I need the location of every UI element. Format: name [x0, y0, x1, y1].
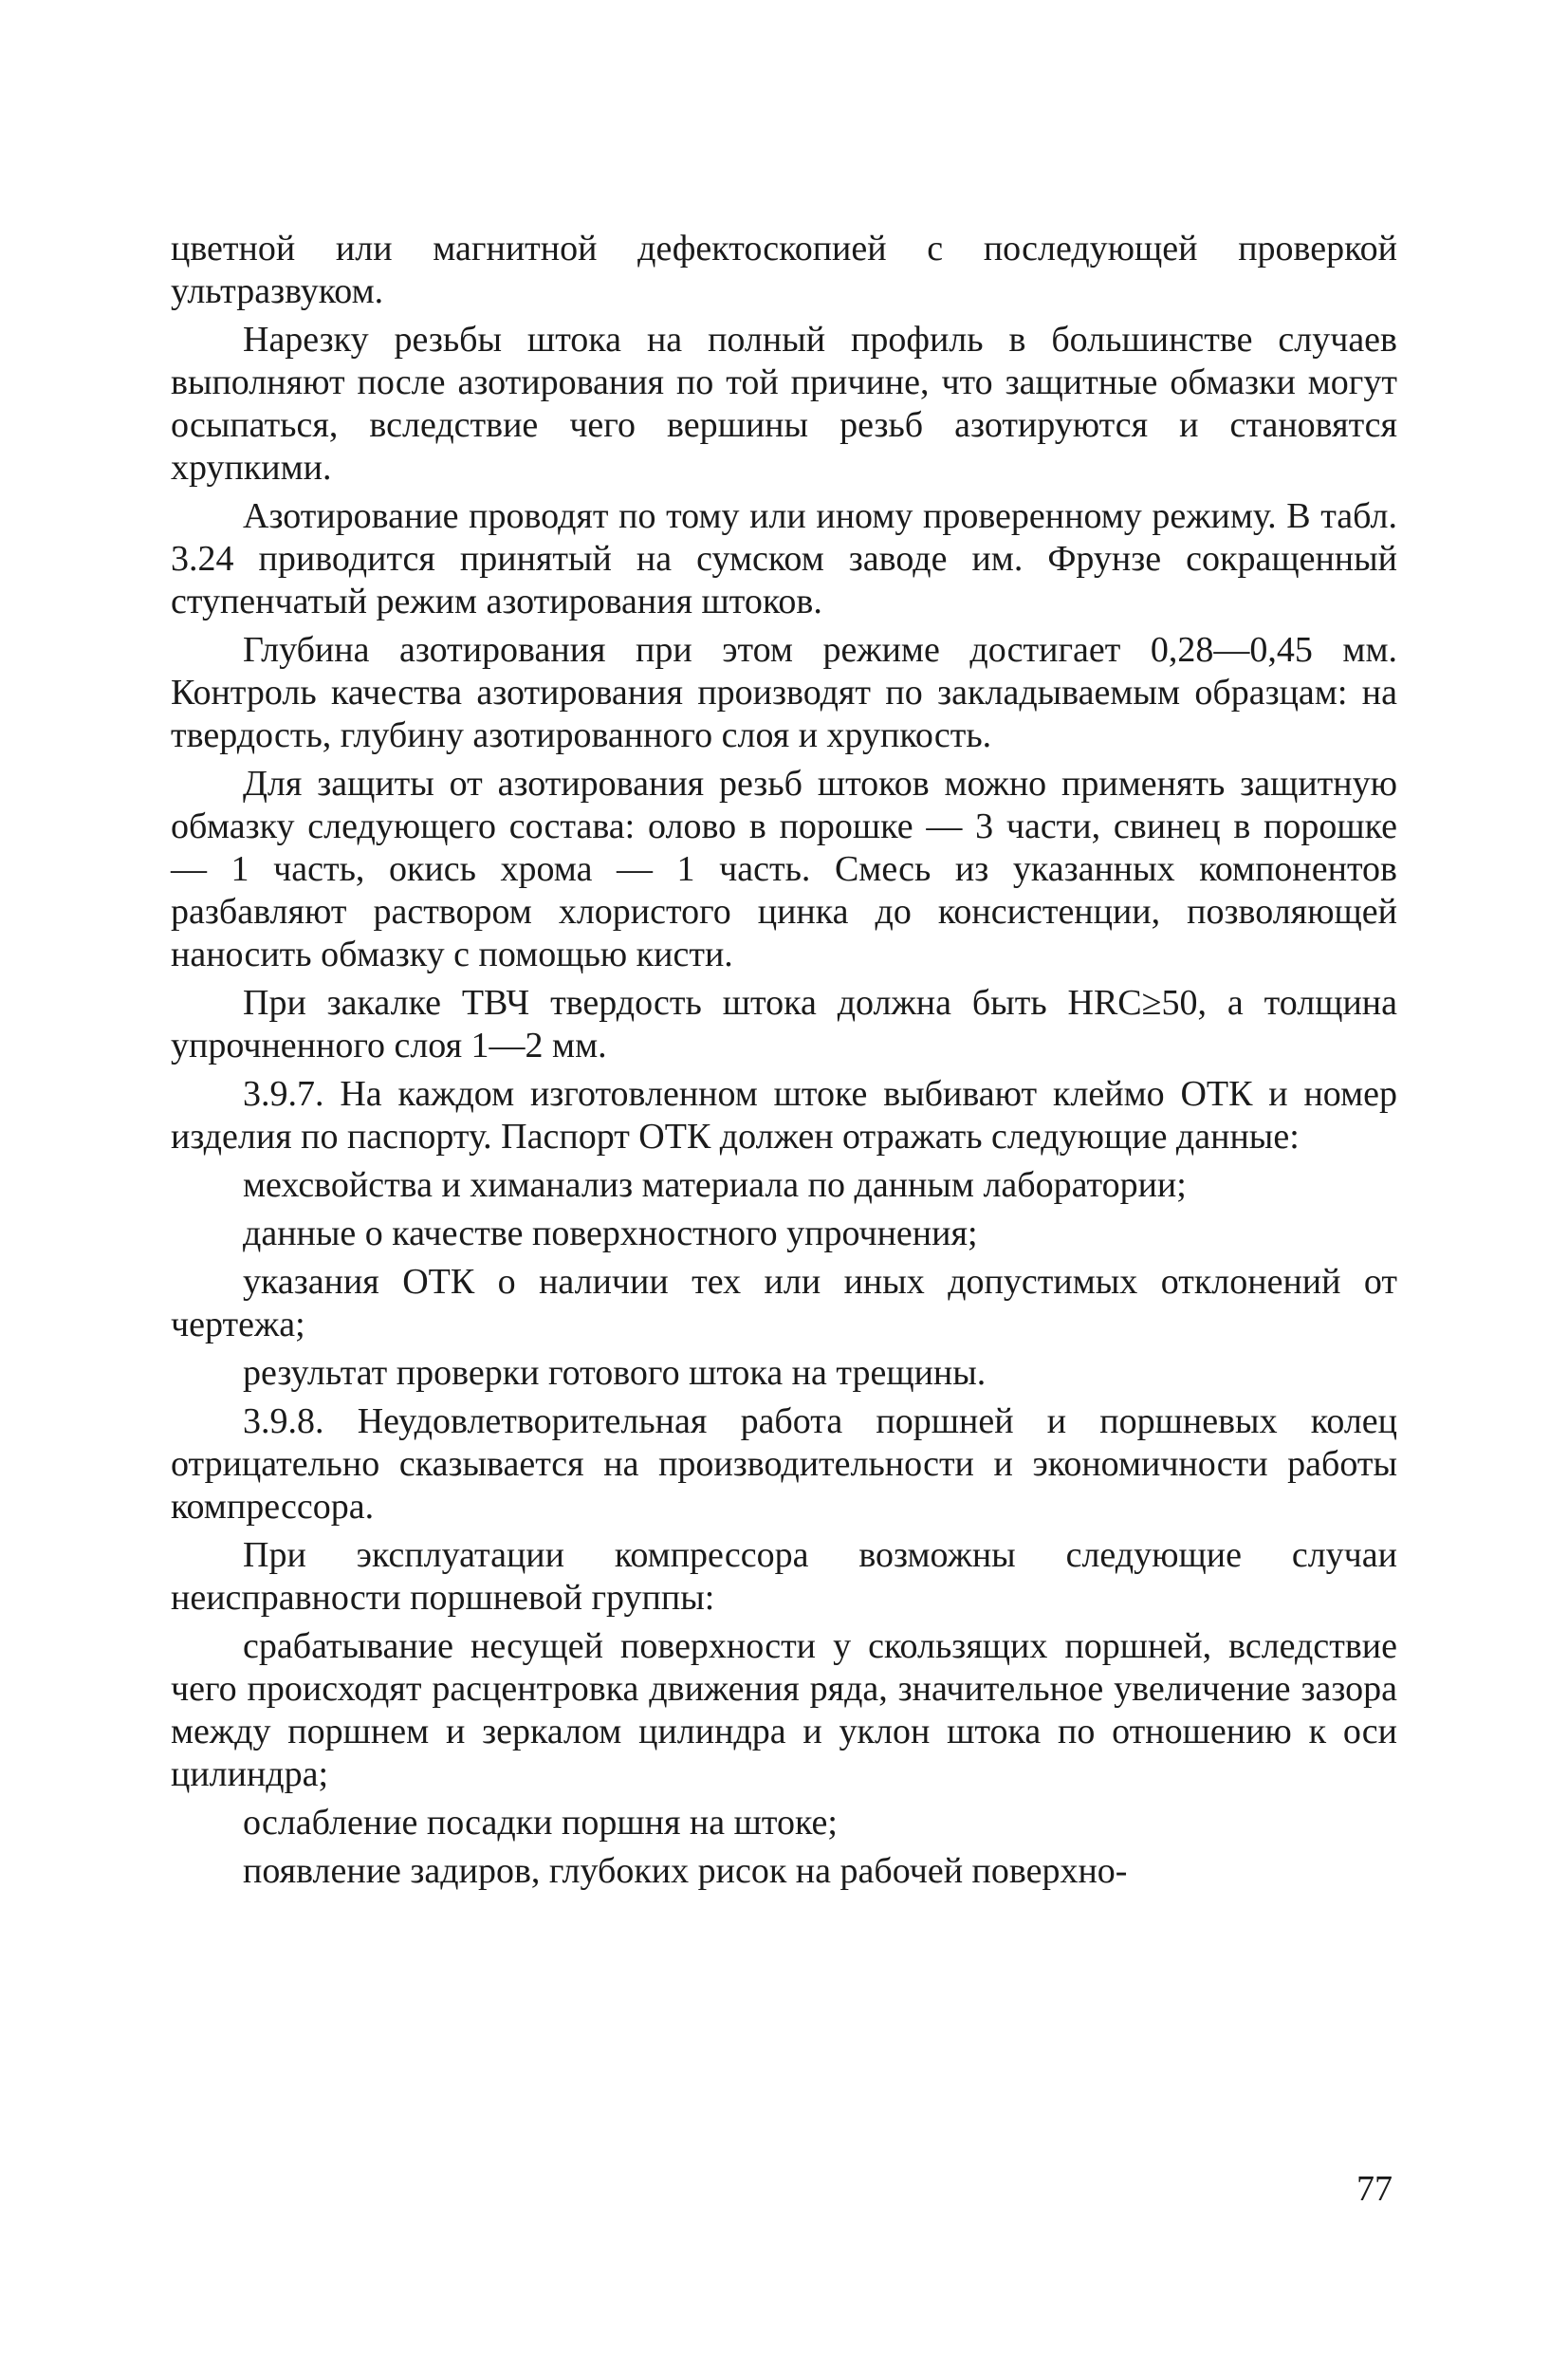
page-number: 77	[1356, 2169, 1393, 2209]
list-item: данные о качестве поверхностного упрочнения;	[243, 1214, 978, 1253]
body-text	[171, 228, 1397, 1899]
list-item: срабатывание несущей поверхности у скользящих поршней, вследствие чего происходят расцентровка движения ряда, значительное увеличение зазора между поршнем и зеркалом цилиндра и уклон штока по отношению к оси цилиндра;	[171, 1626, 1397, 1794]
paragraph: Глубина азотирования при этом режиме достигает 0,28—0,45 мм. Контроль качества азотирования производят по закладываемым образцам: на твердость, глубину азотированного слоя и хрупкость.	[171, 630, 1397, 755]
list-item: ослабление посадки поршня на штоке;	[243, 1803, 838, 1843]
paragraph: Для защиты от азотирования резьб штоков можно применять защитную обмазку следующего состава: олово в порошке — 3 части, свинец в порошке — 1 часть, окись хрома — 1 часть. Смесь из указанных компонентов разбавляют раствором хлористого цинка до консистенции, позволяющей наносить обмазку с помощью кисти.	[171, 764, 1397, 974]
paragraph: 3.9.7. На каждом изготовленном штоке выбивают клеймо ОТК и номер изделия по паспорту. Паспорт ОТК должен отражать следующие данные:	[171, 1074, 1397, 1157]
paragraph: цветной или магнитной дефектоскопией с последующей проверкой ультразвуком.	[171, 229, 1397, 311]
list-item: появление задиров, глубоких рисок на рабочей поверхно-	[243, 1851, 1128, 1891]
paragraph: Азотирование проводят по тому или иному проверенному режиму. В табл. 3.24 приводится принятый на сумском заводе им. Фрунзе сокращенный ступенчатый режим азотирования штоков.	[171, 496, 1397, 621]
list-item: указания ОТК о наличии тех или иных допустимых отклонений от чертежа;	[171, 1262, 1397, 1344]
paragraph: Нарезку резьбы штока на полный профиль в большинстве случаев выполняют после азотирования по той причине, что защитные обмазки могут осыпаться, вследствие чего вершины резьб азотируются и становятся хрупкими.	[171, 320, 1397, 488]
paragraph: При закалке ТВЧ твердость штока должна быть HRC≥50, а толщина упрочненного слоя 1—2 мм.	[171, 983, 1397, 1065]
list-item: мехсвойства и химанализ материала по данным лаборатории;	[243, 1165, 1187, 1205]
paragraph: При эксплуатации компрессора возможны следующие случаи неисправности поршневой группы:	[171, 1535, 1397, 1618]
paragraph: 3.9.8. Неудовлетворительная работа поршней и поршневых колец отрицательно сказывается на производительности и экономичности работы компрессора.	[171, 1401, 1397, 1527]
list-item: результат проверки готового штока на трещины.	[243, 1353, 987, 1393]
